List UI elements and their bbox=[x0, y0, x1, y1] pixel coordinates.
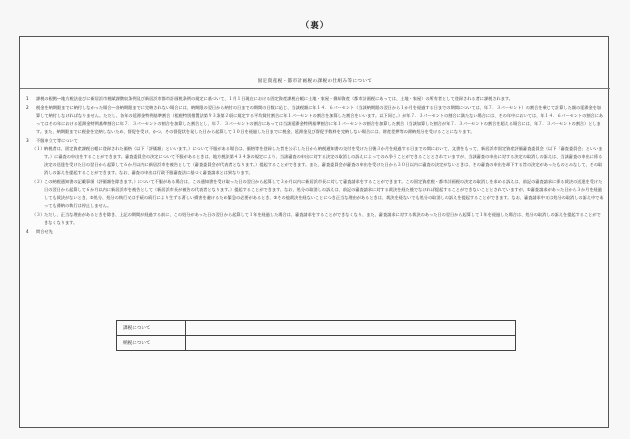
section-number: 2 bbox=[26, 104, 29, 110]
subsection-text: ただし、正当な理由があるときを除き、上記の期間が経過する前に、この処分があった日の翌日から起算して１年を経過した場合は、審査請求をすることができなくなり、また、審査請求に対する裁決のあった日の翌日から起算して１年を経過した場合は、処分の取消しの訴えを提起することができなくなります。 bbox=[44, 211, 601, 225]
subsection-1 bbox=[32, 145, 604, 177]
section-2 bbox=[26, 104, 604, 136]
inquiry-value bbox=[186, 321, 516, 336]
subsection-number: （１） bbox=[32, 146, 45, 152]
section-text: 問合せ先 bbox=[36, 228, 53, 234]
document-body bbox=[26, 95, 604, 236]
inquiry-label: 課税について bbox=[117, 321, 186, 336]
subsection-text: この納税通知書の記載事項（評価額を除きます。）について不服がある場合は、この通知書を受け取った日の翌日から起算して３か月以内に新居浜市長に対して審査請求をすることができます。この固定資産税・都市計画税の決定の取消しを求める訴えは、前記の審査請求に係る裁決の送達を受けた日の翌日から起算して６か月以内に新居浜市を被告として（新居浜市長が被告の代表者となります。）提起することができます。なお、処分の取消しの訴えは、前記の審査請求に対する裁決を経た後でなければ提起することができないこととされていますが、①審査請求があった日から３か月を経過しても裁決がないとき、②処分、処分の執行又は手続の続行により生ずる著しい損害を避けるため緊急の必要があるとき、③その他裁決を経ないことにつき正当な理由があるときは、裁決を経ないでも処分の取消しの訴えを提起することができます。なお、審査請求中又は処分の取消しの訴え中であっても滞納の執行は停止しません。 bbox=[44, 179, 604, 208]
inquiry-label: 納税について bbox=[117, 336, 186, 351]
document-title: 固定資産税・都市計画税の課税の仕組み等について bbox=[257, 79, 373, 84]
page-heading: （裏） bbox=[300, 21, 330, 31]
title-divider bbox=[20, 88, 610, 89]
section-text: 課税の根拠―地方税法並びに新居浜市税賦課徴収条例及び新居浜市都市計画税条例の規定に基づいて、１月１日現在における固定資産課税台帳に土地・家屋・償却資産（都市計画税にあっては、土地・家屋）の所有者として登録される者に課税されます。 bbox=[36, 96, 513, 101]
subsection-number: （３） bbox=[32, 211, 45, 217]
table-row bbox=[117, 336, 516, 351]
inquiry-table bbox=[116, 320, 516, 351]
inquiry-value bbox=[186, 336, 516, 351]
section-number: 3 bbox=[26, 137, 29, 143]
section-3 bbox=[26, 137, 604, 145]
section-text: 税金を納期限までに納付しなかった場合―各納期限までに完納されない場合には、納期限の翌日から納付の日までの期間の日数に応じ、当該税額に年１４．６パーセント（当該納期限の翌日から１か月を経過する日までの期間については、年７．３パーセント）の割合を乗じて計算した額の延滞金を加算して納付しなければなりません。ただし、各年の延滞金特例基準割合（租税特別措置法第９３条第２項に規定する平均貸付割合に年１パーセントの割合を加算した割合をいいます。以下同じ。）が年７．３パーセントの割合に満たない場合には、その年中においては、年１４．６パーセントの割合にあってはその年における延滞金特例基準割合に年７．３パーセントの割合を加算した割合とし、年７．３パーセントの割合にあっては当該延滞金特例基準割合に年１パーセントの割合を加算した割合（当該加算した割合が年７．３パーセントの割合を超える場合には、年７．３パーセントの割合）とします。また、納期限までに税金を完納しないため、督促を受け、かつ、その督促状を発した日から起算して１０日を経過した日までに税金、延滞金及び督促手数料を完納しない場合には、財産差押等の滞納処分を受けることになります。 bbox=[36, 104, 604, 134]
subsection-2 bbox=[32, 178, 604, 210]
subsection-3 bbox=[32, 211, 604, 227]
subsection-number: （２） bbox=[32, 179, 45, 185]
subsection-text: 納税者は、固定資産課税台帳に登録された価格（以下「評価額」といいます。）について不服がある場合は、価格等を登録した旨を公示した日から納税通知書の交付を受けた日後３か月を経過する日までの間において、文書をもって、新居浜市固定資産評価審査委員会（以下「審査委員会」といいます。）に審査の申出をすることができます。審査委員会の決定について不服があるときは、地方税法第４３４条の規定により、当該審査の申出に対する決定の取消しの訴えによってのみ争うことができることとされていますが、当該審査の申出に対する決定の取消しの訴えは、当該審査の申出に係る決定の送達を受けた日の翌日から起算して６か月以内に新居浜市を被告として（審査委員会が代表者となります。）提起することができます。また、審査委員会が審査の申出を受けた日から３０日以内に審査の決定がないときは、その審査の申出を却下する旨の決定があったものとみなして、その取消しの訴えを提起することができます。なお、審査の申出は行政不服審査法に基づく審査請求とは異なります。 bbox=[44, 146, 603, 176]
table-row bbox=[117, 321, 516, 336]
section-number: 4 bbox=[26, 228, 29, 234]
section-text: 不服申立て等について bbox=[36, 137, 78, 143]
section-number: 1 bbox=[26, 96, 29, 101]
section-4 bbox=[26, 228, 604, 236]
section-1 bbox=[26, 95, 604, 103]
document-frame bbox=[19, 36, 609, 428]
